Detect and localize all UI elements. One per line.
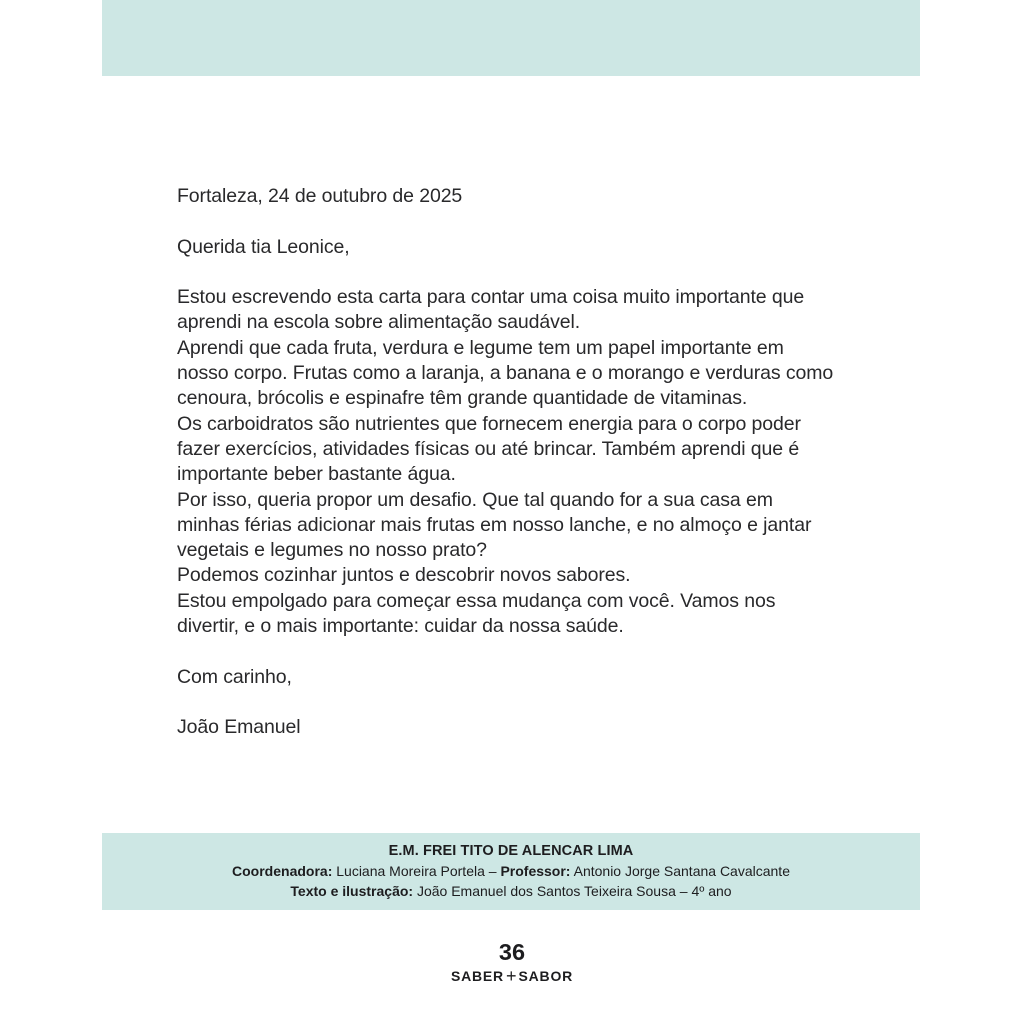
credits-author-label: Texto e ilustração:: [290, 883, 414, 899]
letter-body-line: fazer exercícios, atividades físicas ou até brincar. Também aprendi que é: [177, 437, 800, 460]
letter-body-line: aprendi na escola sobre alimentação saudável.: [177, 311, 581, 334]
letter-body-line: divertir, e o mais importante: cuidar da nossa saúde.: [177, 615, 624, 638]
credits-coordinator-name: Luciana Moreira Portela –: [336, 863, 497, 879]
letter-body-line: importante beber bastante água.: [177, 463, 456, 486]
letter-body-line: minhas férias adicionar mais frutas em nosso lanche, e no almoço e jantar: [177, 513, 812, 536]
letter-signature: João Emanuel: [177, 716, 301, 739]
credits-professor-name: Antonio Jorge Santana Cavalcante: [573, 863, 790, 879]
letter-date: Fortaleza, 24 de outubro de 2025: [177, 185, 463, 207]
letter-body-line: cenoura, brócolis e espinafre têm grande quantidade de vitaminas.: [177, 387, 748, 410]
credits-coordinator-line: [102, 861, 920, 881]
credits-coordinator-label: Coordenadora:: [232, 863, 333, 879]
letter-body-line: Estou escrevendo esta carta para contar uma coisa muito importante que: [177, 286, 805, 309]
letter-closing: Com carinho,: [177, 665, 292, 688]
letter-body-line: Por isso, queria propor um desafio. Que tal quando for a sua casa em: [177, 488, 773, 511]
letter-body-line: Podemos cozinhar juntos e descobrir novos sabores.: [177, 564, 631, 587]
letter-body: [177, 285, 877, 639]
letter: [177, 184, 877, 766]
credits-professor-label: Professor:: [500, 863, 571, 879]
plus-icon: +: [505, 966, 517, 986]
page-footer: [0, 939, 1024, 986]
letter-salutation: Querida tia Leonice,: [177, 235, 350, 258]
brand-line: [0, 966, 1024, 986]
letter-body-line: Aprendi que cada fruta, verdura e legume tem um papel importante em: [177, 336, 784, 359]
letter-body-line: nosso corpo. Frutas como a laranja, a banana e o morango e verduras como: [177, 362, 834, 385]
credits-author-line: [102, 881, 920, 901]
brand-word-sabor: SABOR: [518, 968, 574, 984]
page-number: 36: [498, 939, 526, 965]
credits-school-name: E.M. FREI TITO DE ALENCAR LIMA: [388, 843, 634, 859]
letter-body-line: Estou empolgado para começar essa mudança com você. Vamos nos: [177, 589, 776, 612]
brand-word-saber: SABER: [450, 968, 504, 984]
credits-author-name: João Emanuel dos Santos Teixeira Sousa – 4º ano: [416, 883, 732, 899]
header-band: [102, 0, 920, 76]
credits: [102, 833, 920, 910]
letter-body-line: Os carboidratos são nutrientes que fornecem energia para o corpo poder: [177, 412, 801, 435]
letter-body-line: vegetais e legumes no nosso prato?: [177, 539, 487, 562]
